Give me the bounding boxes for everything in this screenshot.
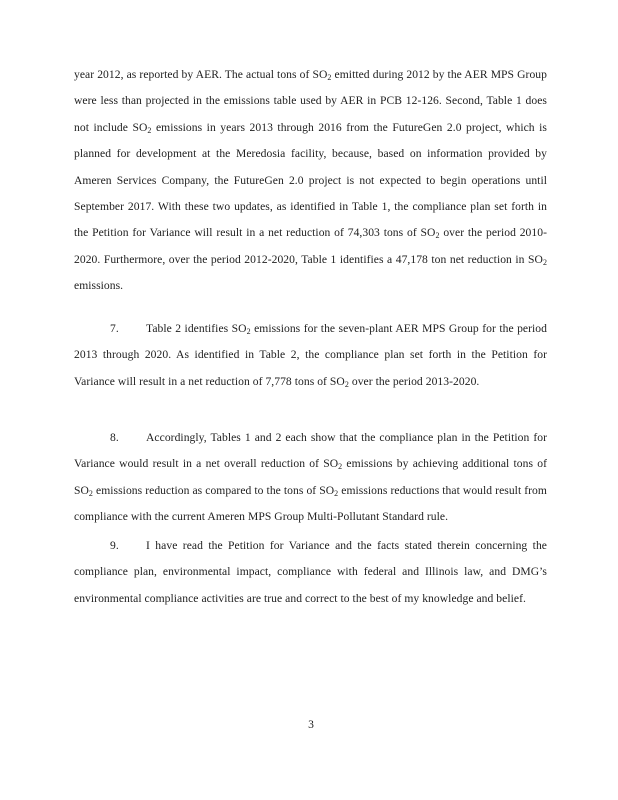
subscript: 2 — [147, 125, 152, 135]
subscript: 2 — [246, 327, 251, 336]
paragraph-9 — [74, 533, 547, 612]
text-run: emissions. — [74, 279, 124, 293]
paragraph-number: 9. — [110, 539, 119, 552]
text-run: over the period 2010-2020. Furthermore, over the period 2012-2020, Table 1 identifies a 47,178 ton net reduction in SO — [74, 226, 547, 266]
subscript: 2 — [542, 257, 547, 267]
text-run: emitted during 2012 by the AER MPS Group were less than projected in the emissions table used by AER in PCB 12-126. Second, Table 1 does not include SO — [74, 68, 547, 134]
paragraph-number: 8. — [110, 431, 119, 444]
page-number — [0, 718, 618, 731]
subscript: 2 — [88, 488, 93, 498]
text-run: Table 2 identifies SO — [146, 322, 247, 335]
text-run: Accordingly, Tables 1 and 2 each show that the compliance plan in the Petition for Variance would result in a net overall reduction of SO — [74, 431, 547, 471]
subscript: 2 — [344, 379, 349, 389]
paragraph-number: 7. — [110, 322, 119, 335]
text-run: emissions reductions that would result from compliance with the current Ameren MPS Group Multi-Pollutant Standard rule. — [74, 483, 547, 524]
paragraph-continuation — [74, 62, 547, 300]
text-run: emissions by achieving additional tons of SO — [74, 457, 547, 497]
subscript: 2 — [435, 231, 440, 241]
paragraph-8 — [74, 425, 547, 531]
page-number-text: 3 — [308, 718, 314, 731]
text-run: over the period 2013-2020. — [348, 374, 480, 388]
text-run: emissions for the seven-plant AER MPS Group for the period 2013 through 2020. As identified in Table 2, the compliance plan set forth in the Petition for Variance will result in a net reduction of 7,778 tons of SO — [74, 322, 547, 388]
text-run: I have read the Petition for Variance and the facts stated therein concerning the compliance plan, environmental impact, compliance with federal and Illinois law, and DMG’s environmental compliance activities are true and correct to the best of my knowledge and belief. — [74, 539, 547, 605]
text-run: year 2012, as reported by AER. The actual tons of SO — [74, 68, 328, 81]
paragraph-7 — [74, 316, 547, 395]
text-run: emissions reduction as compared to the tons of SO — [92, 483, 335, 497]
text-run: emissions in years 2013 through 2016 from the FutureGen 2.0 project, which is planned for development at the Meredosia facility, because, based on information provided by Ameren Services Company, the FutureGen 2.0 project is not expected to begin operations until September 2017. With these two updates, as identified in Table 1, the compliance plan set forth in the Petition for Variance will result in a net reduction of 74,303 tons of SO — [74, 120, 547, 240]
subscript: 2 — [338, 462, 343, 472]
subscript: 2 — [327, 73, 332, 82]
subscript: 2 — [334, 488, 339, 498]
